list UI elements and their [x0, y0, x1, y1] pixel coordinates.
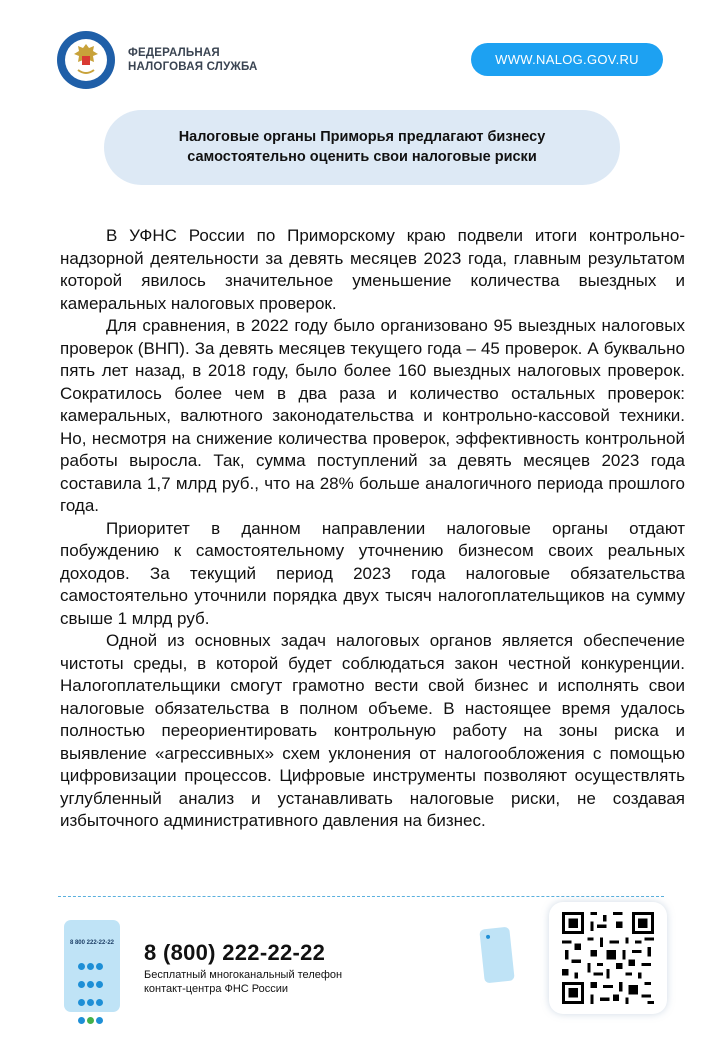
header — [0, 0, 720, 100]
org-name-line1: ФЕДЕРАЛЬНАЯ — [128, 47, 220, 59]
keypad-dots — [77, 958, 107, 1030]
keypad-dot — [87, 999, 94, 1006]
org-name — [128, 46, 258, 74]
keypad-dot — [87, 963, 94, 970]
qr-code-icon[interactable] — [562, 912, 654, 1004]
hotline-number[interactable]: 8 (800) 222-22-22 — [144, 940, 326, 965]
article-paragraph: В УФНС России по Приморскому краю подвели итоги контрольно-надзорной деятельности за девять месяцев 2023 года, главным результатом которой явилось значительное уменьшение количества выездных и камеральных налоговых проверок. — [60, 226, 685, 313]
keypad-dot — [96, 963, 103, 970]
title-banner — [104, 110, 620, 185]
article-paragraph: Приоритет в данном направлении налоговые органы отдают побуждению к самостоятельному уточнению бизнесом своих реальных доходов. За текущий период 2023 года налоговые обязательства самостоятельно уточнили порядка двух тысяч налогоплательщиков на сумму свыше 1 млрд руб. — [60, 518, 685, 628]
keypad-dot — [78, 981, 85, 988]
org-name-line2: НАЛОГОВАЯ СЛУЖБА — [128, 61, 258, 73]
qr-card — [549, 902, 667, 1014]
page-title — [104, 127, 620, 167]
phone-icon — [479, 927, 514, 984]
keypad-dot — [96, 1017, 103, 1024]
keypad-call-dot — [87, 1017, 94, 1024]
phone-camera-dot — [486, 935, 490, 939]
keypad-dot — [78, 1017, 85, 1024]
page-title-line1: Налоговые органы Приморья предлагают бизнесу — [178, 129, 546, 145]
keypad-dot — [87, 981, 94, 988]
article-paragraph: Для сравнения, в 2022 году было организовано 95 выездных налоговых проверок (ВНП). За девять месяцев текущего года – 45 проверок. А буквально пять лет назад, в 2018 году, было более 160 выездных налоговых проверок. Сократилось более чем в два раза и количество остальных проверок: камеральных, валютного законодательства и контрольно-кассовой техники. Но, несмотря на снижение количества проверок, эффективность контрольной работы выросла. Так, сумма поступлений за девять месяцев 2023 года составила 1,7 млрд руб., что на 28% больше аналогичного периода прошлого года. — [60, 316, 685, 515]
website-link-button[interactable]: WWW.NALOG.GOV.RU — [471, 43, 663, 76]
hotline-desc-line2: контакт-центра ФНС России — [144, 983, 289, 995]
article-paragraph: Одной из основных задач налоговых органов является обеспечение чистоты среды, в которой будет соблюдаться закон честной конкуренции. Налогоплательщики смогут грамотно вести свой бизнес и исполнять свои налоговые обязательства в полном объеме. В настоящее время удалось полностью переориентировать контрольную работу на зоны риска и выявление «агрессивных» схем уклонения от налогообложения с помощью цифровизации процессов. Цифровые инструменты позволяют осуществлять углубленный анализ и устанавливать налоговые риски, не создавая избыточного административного давления на бизнес. — [60, 631, 685, 830]
phone-screen-number: 8 800 222-22-22 — [69, 940, 115, 946]
hotline-desc-line1: Бесплатный многоканальный телефон — [144, 969, 343, 981]
keypad-dot — [96, 999, 103, 1006]
page-title-line2: самостоятельно оценить свои налоговые риски — [187, 149, 537, 165]
article-body — [60, 225, 685, 833]
keypad-dot — [78, 999, 85, 1006]
keypad-dot — [96, 981, 103, 988]
fns-emblem-icon — [56, 30, 116, 90]
keypad-dot — [78, 963, 85, 970]
phone-keypad-icon — [64, 920, 120, 1012]
hotline-description — [144, 968, 342, 996]
footer-divider — [58, 896, 664, 897]
